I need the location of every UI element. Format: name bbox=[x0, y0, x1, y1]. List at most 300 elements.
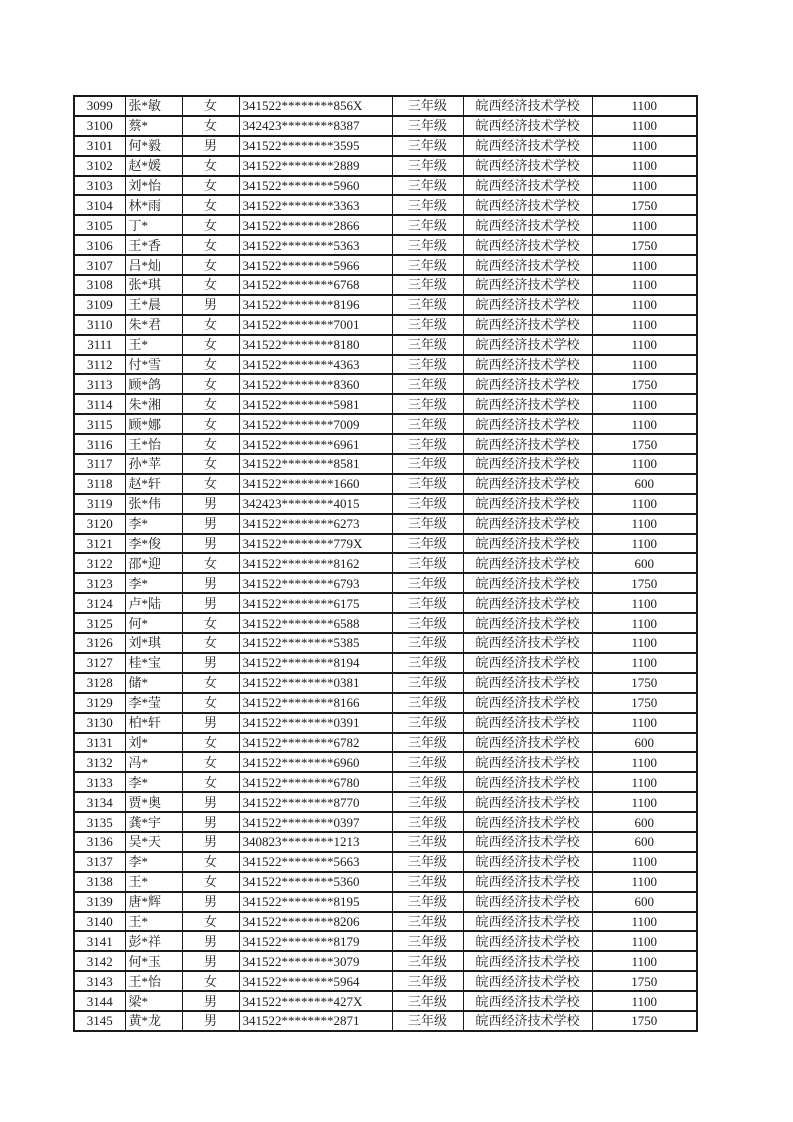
cell-school: 皖西经济技术学校 bbox=[463, 394, 592, 414]
cell-name: 王*香 bbox=[125, 235, 182, 255]
cell-gender: 男 bbox=[182, 593, 239, 613]
cell-name: 桂*宝 bbox=[125, 653, 182, 673]
table-row bbox=[74, 96, 697, 116]
cell-id_number: 341522********8194 bbox=[239, 653, 392, 673]
cell-name: 吕*灿 bbox=[125, 255, 182, 275]
cell-school: 皖西经济技术学校 bbox=[463, 892, 592, 912]
cell-amount: 1100 bbox=[592, 335, 697, 355]
cell-grade: 三年级 bbox=[392, 116, 463, 136]
cell-name: 储* bbox=[125, 673, 182, 693]
cell-gender: 男 bbox=[182, 892, 239, 912]
table-row bbox=[74, 414, 697, 434]
cell-school: 皖西经济技术学校 bbox=[463, 255, 592, 275]
cell-school: 皖西经济技术学校 bbox=[463, 971, 592, 991]
cell-grade: 三年级 bbox=[392, 255, 463, 275]
cell-amount: 1100 bbox=[592, 613, 697, 633]
cell-gender: 女 bbox=[182, 96, 239, 116]
table-row bbox=[74, 434, 697, 454]
cell-grade: 三年级 bbox=[392, 176, 463, 196]
cell-index: 3129 bbox=[74, 693, 125, 713]
cell-id_number: 341522********8770 bbox=[239, 792, 392, 812]
cell-id_number: 341522********6588 bbox=[239, 613, 392, 633]
table-row bbox=[74, 653, 697, 673]
table-row bbox=[74, 275, 697, 295]
cell-gender: 男 bbox=[182, 991, 239, 1011]
cell-grade: 三年级 bbox=[392, 752, 463, 772]
cell-id_number: 341522********8581 bbox=[239, 454, 392, 474]
cell-index: 3121 bbox=[74, 534, 125, 554]
cell-id_number: 341522********5964 bbox=[239, 971, 392, 991]
table-row bbox=[74, 295, 697, 315]
cell-grade: 三年级 bbox=[392, 514, 463, 534]
cell-grade: 三年级 bbox=[392, 931, 463, 951]
cell-name: 贾*奥 bbox=[125, 792, 182, 812]
table-row bbox=[74, 573, 697, 593]
table-row bbox=[74, 733, 697, 753]
table-row bbox=[74, 156, 697, 176]
cell-school: 皖西经济技术学校 bbox=[463, 235, 592, 255]
cell-gender: 男 bbox=[182, 653, 239, 673]
cell-name: 李* bbox=[125, 573, 182, 593]
cell-id_number: 341522********3595 bbox=[239, 136, 392, 156]
cell-index: 3130 bbox=[74, 713, 125, 733]
cell-grade: 三年级 bbox=[392, 474, 463, 494]
table-row bbox=[74, 534, 697, 554]
cell-id_number: 341522********5363 bbox=[239, 235, 392, 255]
cell-gender: 男 bbox=[182, 534, 239, 554]
cell-id_number: 341522********1660 bbox=[239, 474, 392, 494]
cell-amount: 1750 bbox=[592, 573, 697, 593]
cell-id_number: 341522********0391 bbox=[239, 713, 392, 733]
cell-gender: 男 bbox=[182, 136, 239, 156]
cell-school: 皖西经济技术学校 bbox=[463, 772, 592, 792]
cell-index: 3137 bbox=[74, 852, 125, 872]
cell-id_number: 341522********8166 bbox=[239, 693, 392, 713]
cell-gender: 女 bbox=[182, 772, 239, 792]
cell-id_number: 341522********8206 bbox=[239, 912, 392, 932]
cell-gender: 女 bbox=[182, 673, 239, 693]
cell-grade: 三年级 bbox=[392, 394, 463, 414]
cell-id_number: 341522********6782 bbox=[239, 733, 392, 753]
cell-amount: 1750 bbox=[592, 434, 697, 454]
cell-index: 3132 bbox=[74, 752, 125, 772]
cell-id_number: 341522********0381 bbox=[239, 673, 392, 693]
cell-grade: 三年级 bbox=[392, 434, 463, 454]
table-row bbox=[74, 991, 697, 1011]
cell-name: 李*俊 bbox=[125, 534, 182, 554]
cell-amount: 1100 bbox=[592, 633, 697, 653]
cell-grade: 三年级 bbox=[392, 534, 463, 554]
cell-name: 朱*君 bbox=[125, 315, 182, 335]
cell-gender: 女 bbox=[182, 553, 239, 573]
cell-gender: 女 bbox=[182, 355, 239, 375]
cell-school: 皖西经济技术学校 bbox=[463, 832, 592, 852]
cell-amount: 1100 bbox=[592, 176, 697, 196]
cell-name: 王* bbox=[125, 912, 182, 932]
cell-grade: 三年级 bbox=[392, 494, 463, 514]
cell-name: 龚*宇 bbox=[125, 812, 182, 832]
cell-school: 皖西经济技术学校 bbox=[463, 275, 592, 295]
cell-name: 张*敏 bbox=[125, 96, 182, 116]
cell-name: 丁* bbox=[125, 215, 182, 235]
cell-school: 皖西经济技术学校 bbox=[463, 1011, 592, 1031]
table-row bbox=[74, 971, 697, 991]
cell-name: 李* bbox=[125, 772, 182, 792]
cell-amount: 1100 bbox=[592, 315, 697, 335]
cell-gender: 男 bbox=[182, 792, 239, 812]
cell-id_number: 341522********7001 bbox=[239, 315, 392, 335]
cell-name: 李* bbox=[125, 852, 182, 872]
cell-gender: 女 bbox=[182, 394, 239, 414]
table-row bbox=[74, 494, 697, 514]
cell-school: 皖西经济技术学校 bbox=[463, 176, 592, 196]
cell-name: 刘*琪 bbox=[125, 633, 182, 653]
cell-name: 何*毅 bbox=[125, 136, 182, 156]
cell-name: 王*怡 bbox=[125, 971, 182, 991]
table-row bbox=[74, 693, 697, 713]
cell-gender: 男 bbox=[182, 931, 239, 951]
cell-school: 皖西经济技术学校 bbox=[463, 931, 592, 951]
table-row bbox=[74, 474, 697, 494]
cell-amount: 1100 bbox=[592, 136, 697, 156]
cell-id_number: 341522********3363 bbox=[239, 195, 392, 215]
table-row bbox=[74, 852, 697, 872]
cell-grade: 三年级 bbox=[392, 355, 463, 375]
cell-amount: 1100 bbox=[592, 454, 697, 474]
cell-grade: 三年级 bbox=[392, 335, 463, 355]
cell-grade: 三年级 bbox=[392, 912, 463, 932]
cell-school: 皖西经济技术学校 bbox=[463, 136, 592, 156]
cell-index: 3142 bbox=[74, 951, 125, 971]
cell-amount: 1750 bbox=[592, 971, 697, 991]
cell-amount: 1100 bbox=[592, 414, 697, 434]
cell-gender: 女 bbox=[182, 156, 239, 176]
cell-name: 冯* bbox=[125, 752, 182, 772]
cell-name: 张*琪 bbox=[125, 275, 182, 295]
cell-gender: 女 bbox=[182, 414, 239, 434]
table-row bbox=[74, 514, 697, 534]
cell-grade: 三年级 bbox=[392, 772, 463, 792]
cell-grade: 三年级 bbox=[392, 275, 463, 295]
cell-school: 皖西经济技术学校 bbox=[463, 812, 592, 832]
cell-grade: 三年级 bbox=[392, 872, 463, 892]
cell-id_number: 341522********4363 bbox=[239, 355, 392, 375]
cell-index: 3128 bbox=[74, 673, 125, 693]
cell-id_number: 341522********8195 bbox=[239, 892, 392, 912]
cell-school: 皖西经济技术学校 bbox=[463, 693, 592, 713]
cell-grade: 三年级 bbox=[392, 315, 463, 335]
cell-grade: 三年级 bbox=[392, 156, 463, 176]
cell-index: 3136 bbox=[74, 832, 125, 852]
cell-id_number: 341522********427X bbox=[239, 991, 392, 1011]
cell-index: 3139 bbox=[74, 892, 125, 912]
cell-gender: 男 bbox=[182, 494, 239, 514]
cell-id_number: 341522********779X bbox=[239, 534, 392, 554]
cell-school: 皖西经济技术学校 bbox=[463, 315, 592, 335]
cell-name: 邵*迎 bbox=[125, 553, 182, 573]
cell-amount: 1750 bbox=[592, 1011, 697, 1031]
cell-name: 吴*天 bbox=[125, 832, 182, 852]
cell-grade: 三年级 bbox=[392, 414, 463, 434]
cell-gender: 女 bbox=[182, 434, 239, 454]
table-body bbox=[74, 96, 697, 1031]
cell-amount: 600 bbox=[592, 812, 697, 832]
cell-gender: 女 bbox=[182, 215, 239, 235]
cell-name: 刘* bbox=[125, 733, 182, 753]
table-row bbox=[74, 335, 697, 355]
cell-school: 皖西经济技术学校 bbox=[463, 752, 592, 772]
cell-gender: 男 bbox=[182, 713, 239, 733]
cell-index: 3127 bbox=[74, 653, 125, 673]
cell-name: 黄*龙 bbox=[125, 1011, 182, 1031]
cell-school: 皖西经济技术学校 bbox=[463, 96, 592, 116]
cell-name: 唐*辉 bbox=[125, 892, 182, 912]
cell-name: 王* bbox=[125, 335, 182, 355]
cell-gender: 女 bbox=[182, 474, 239, 494]
cell-amount: 1100 bbox=[592, 534, 697, 554]
cell-grade: 三年级 bbox=[392, 951, 463, 971]
cell-id_number: 341522********5360 bbox=[239, 872, 392, 892]
cell-name: 李* bbox=[125, 514, 182, 534]
cell-id_number: 341522********6793 bbox=[239, 573, 392, 593]
cell-amount: 1750 bbox=[592, 235, 697, 255]
cell-index: 3107 bbox=[74, 255, 125, 275]
cell-gender: 女 bbox=[182, 872, 239, 892]
cell-school: 皖西经济技术学校 bbox=[463, 653, 592, 673]
table-row bbox=[74, 553, 697, 573]
table-row bbox=[74, 255, 697, 275]
table-row bbox=[74, 812, 697, 832]
table-row bbox=[74, 593, 697, 613]
cell-gender: 女 bbox=[182, 176, 239, 196]
cell-amount: 1750 bbox=[592, 693, 697, 713]
cell-school: 皖西经济技术学校 bbox=[463, 573, 592, 593]
table-row bbox=[74, 136, 697, 156]
cell-index: 3134 bbox=[74, 792, 125, 812]
cell-grade: 三年级 bbox=[392, 693, 463, 713]
cell-id_number: 341522********5966 bbox=[239, 255, 392, 275]
cell-index: 3117 bbox=[74, 454, 125, 474]
cell-gender: 女 bbox=[182, 454, 239, 474]
cell-school: 皖西经济技术学校 bbox=[463, 195, 592, 215]
cell-amount: 1100 bbox=[592, 156, 697, 176]
cell-grade: 三年级 bbox=[392, 553, 463, 573]
cell-amount: 1100 bbox=[592, 852, 697, 872]
cell-index: 3111 bbox=[74, 335, 125, 355]
table-row bbox=[74, 355, 697, 375]
cell-school: 皖西经济技术学校 bbox=[463, 613, 592, 633]
cell-name: 李*莹 bbox=[125, 693, 182, 713]
cell-school: 皖西经济技术学校 bbox=[463, 355, 592, 375]
cell-name: 王* bbox=[125, 872, 182, 892]
cell-grade: 三年级 bbox=[392, 971, 463, 991]
cell-amount: 1100 bbox=[592, 295, 697, 315]
cell-grade: 三年级 bbox=[392, 653, 463, 673]
cell-index: 3113 bbox=[74, 374, 125, 394]
cell-school: 皖西经济技术学校 bbox=[463, 474, 592, 494]
cell-amount: 1100 bbox=[592, 215, 697, 235]
cell-index: 3144 bbox=[74, 991, 125, 1011]
cell-index: 3118 bbox=[74, 474, 125, 494]
cell-amount: 1100 bbox=[592, 494, 697, 514]
cell-gender: 男 bbox=[182, 812, 239, 832]
cell-gender: 女 bbox=[182, 335, 239, 355]
cell-name: 梁* bbox=[125, 991, 182, 1011]
cell-name: 孙*苹 bbox=[125, 454, 182, 474]
cell-id_number: 341522********856X bbox=[239, 96, 392, 116]
cell-gender: 女 bbox=[182, 633, 239, 653]
cell-school: 皖西经济技术学校 bbox=[463, 374, 592, 394]
cell-amount: 1100 bbox=[592, 653, 697, 673]
cell-id_number: 341522********6780 bbox=[239, 772, 392, 792]
cell-index: 3143 bbox=[74, 971, 125, 991]
cell-name: 何*玉 bbox=[125, 951, 182, 971]
cell-id_number: 341522********5663 bbox=[239, 852, 392, 872]
cell-grade: 三年级 bbox=[392, 454, 463, 474]
table-row bbox=[74, 1011, 697, 1031]
cell-id_number: 341522********5960 bbox=[239, 176, 392, 196]
cell-gender: 女 bbox=[182, 613, 239, 633]
table-row bbox=[74, 633, 697, 653]
table-row bbox=[74, 215, 697, 235]
cell-grade: 三年级 bbox=[392, 792, 463, 812]
cell-id_number: 341522********5981 bbox=[239, 394, 392, 414]
table-row bbox=[74, 713, 697, 733]
cell-amount: 1100 bbox=[592, 394, 697, 414]
cell-grade: 三年级 bbox=[392, 832, 463, 852]
cell-gender: 女 bbox=[182, 275, 239, 295]
cell-index: 3106 bbox=[74, 235, 125, 255]
cell-amount: 1100 bbox=[592, 772, 697, 792]
cell-gender: 女 bbox=[182, 912, 239, 932]
cell-index: 3122 bbox=[74, 553, 125, 573]
cell-gender: 女 bbox=[182, 195, 239, 215]
cell-gender: 男 bbox=[182, 295, 239, 315]
table-row bbox=[74, 792, 697, 812]
cell-name: 顾*娜 bbox=[125, 414, 182, 434]
cell-school: 皖西经济技术学校 bbox=[463, 434, 592, 454]
cell-id_number: 341522********3079 bbox=[239, 951, 392, 971]
cell-id_number: 341522********0397 bbox=[239, 812, 392, 832]
table-row bbox=[74, 673, 697, 693]
cell-amount: 600 bbox=[592, 832, 697, 852]
cell-id_number: 342423********8387 bbox=[239, 116, 392, 136]
cell-grade: 三年级 bbox=[392, 593, 463, 613]
cell-amount: 600 bbox=[592, 553, 697, 573]
cell-index: 3133 bbox=[74, 772, 125, 792]
cell-amount: 1100 bbox=[592, 96, 697, 116]
cell-school: 皖西经济技术学校 bbox=[463, 514, 592, 534]
cell-school: 皖西经济技术学校 bbox=[463, 951, 592, 971]
cell-index: 3138 bbox=[74, 872, 125, 892]
cell-id_number: 341522********8360 bbox=[239, 374, 392, 394]
table-row bbox=[74, 832, 697, 852]
cell-school: 皖西经济技术学校 bbox=[463, 454, 592, 474]
cell-amount: 1100 bbox=[592, 593, 697, 613]
cell-gender: 男 bbox=[182, 514, 239, 534]
cell-gender: 男 bbox=[182, 573, 239, 593]
cell-index: 3110 bbox=[74, 315, 125, 335]
cell-grade: 三年级 bbox=[392, 1011, 463, 1031]
cell-amount: 1100 bbox=[592, 355, 697, 375]
cell-id_number: 341522********6768 bbox=[239, 275, 392, 295]
cell-index: 3099 bbox=[74, 96, 125, 116]
cell-id_number: 341522********6175 bbox=[239, 593, 392, 613]
cell-amount: 1100 bbox=[592, 872, 697, 892]
cell-id_number: 341522********8162 bbox=[239, 553, 392, 573]
table-row bbox=[74, 315, 697, 335]
cell-school: 皖西经济技术学校 bbox=[463, 713, 592, 733]
cell-amount: 1750 bbox=[592, 374, 697, 394]
cell-id_number: 341522********6273 bbox=[239, 514, 392, 534]
cell-gender: 男 bbox=[182, 1011, 239, 1031]
cell-index: 3105 bbox=[74, 215, 125, 235]
cell-id_number: 341522********2889 bbox=[239, 156, 392, 176]
cell-index: 3141 bbox=[74, 931, 125, 951]
cell-index: 3135 bbox=[74, 812, 125, 832]
cell-id_number: 341522********7009 bbox=[239, 414, 392, 434]
cell-index: 3125 bbox=[74, 613, 125, 633]
cell-amount: 1100 bbox=[592, 912, 697, 932]
cell-gender: 女 bbox=[182, 255, 239, 275]
cell-grade: 三年级 bbox=[392, 633, 463, 653]
cell-amount: 1100 bbox=[592, 752, 697, 772]
cell-grade: 三年级 bbox=[392, 235, 463, 255]
cell-school: 皖西经济技术学校 bbox=[463, 852, 592, 872]
cell-index: 3119 bbox=[74, 494, 125, 514]
cell-school: 皖西经济技术学校 bbox=[463, 553, 592, 573]
table-row bbox=[74, 912, 697, 932]
table-row bbox=[74, 394, 697, 414]
cell-school: 皖西经济技术学校 bbox=[463, 534, 592, 554]
cell-name: 赵*轩 bbox=[125, 474, 182, 494]
table-row bbox=[74, 176, 697, 196]
student-roster-table bbox=[73, 95, 698, 1032]
cell-grade: 三年级 bbox=[392, 673, 463, 693]
cell-school: 皖西经济技术学校 bbox=[463, 593, 592, 613]
cell-school: 皖西经济技术学校 bbox=[463, 792, 592, 812]
table-row bbox=[74, 235, 697, 255]
cell-school: 皖西经济技术学校 bbox=[463, 633, 592, 653]
table-row bbox=[74, 951, 697, 971]
cell-amount: 1100 bbox=[592, 991, 697, 1011]
cell-name: 蔡* bbox=[125, 116, 182, 136]
table-row bbox=[74, 613, 697, 633]
cell-school: 皖西经济技术学校 bbox=[463, 295, 592, 315]
cell-index: 3101 bbox=[74, 136, 125, 156]
cell-grade: 三年级 bbox=[392, 613, 463, 633]
cell-id_number: 342423********4015 bbox=[239, 494, 392, 514]
cell-school: 皖西经济技术学校 bbox=[463, 116, 592, 136]
cell-amount: 1100 bbox=[592, 951, 697, 971]
cell-name: 彭*祥 bbox=[125, 931, 182, 951]
table-row bbox=[74, 892, 697, 912]
cell-gender: 女 bbox=[182, 374, 239, 394]
cell-gender: 男 bbox=[182, 832, 239, 852]
cell-school: 皖西经济技术学校 bbox=[463, 494, 592, 514]
cell-index: 3126 bbox=[74, 633, 125, 653]
cell-index: 3103 bbox=[74, 176, 125, 196]
cell-index: 3109 bbox=[74, 295, 125, 315]
cell-amount: 1750 bbox=[592, 673, 697, 693]
table-row bbox=[74, 454, 697, 474]
cell-index: 3108 bbox=[74, 275, 125, 295]
cell-amount: 1750 bbox=[592, 195, 697, 215]
cell-amount: 1100 bbox=[592, 713, 697, 733]
cell-amount: 1100 bbox=[592, 275, 697, 295]
cell-index: 3123 bbox=[74, 573, 125, 593]
cell-amount: 600 bbox=[592, 474, 697, 494]
